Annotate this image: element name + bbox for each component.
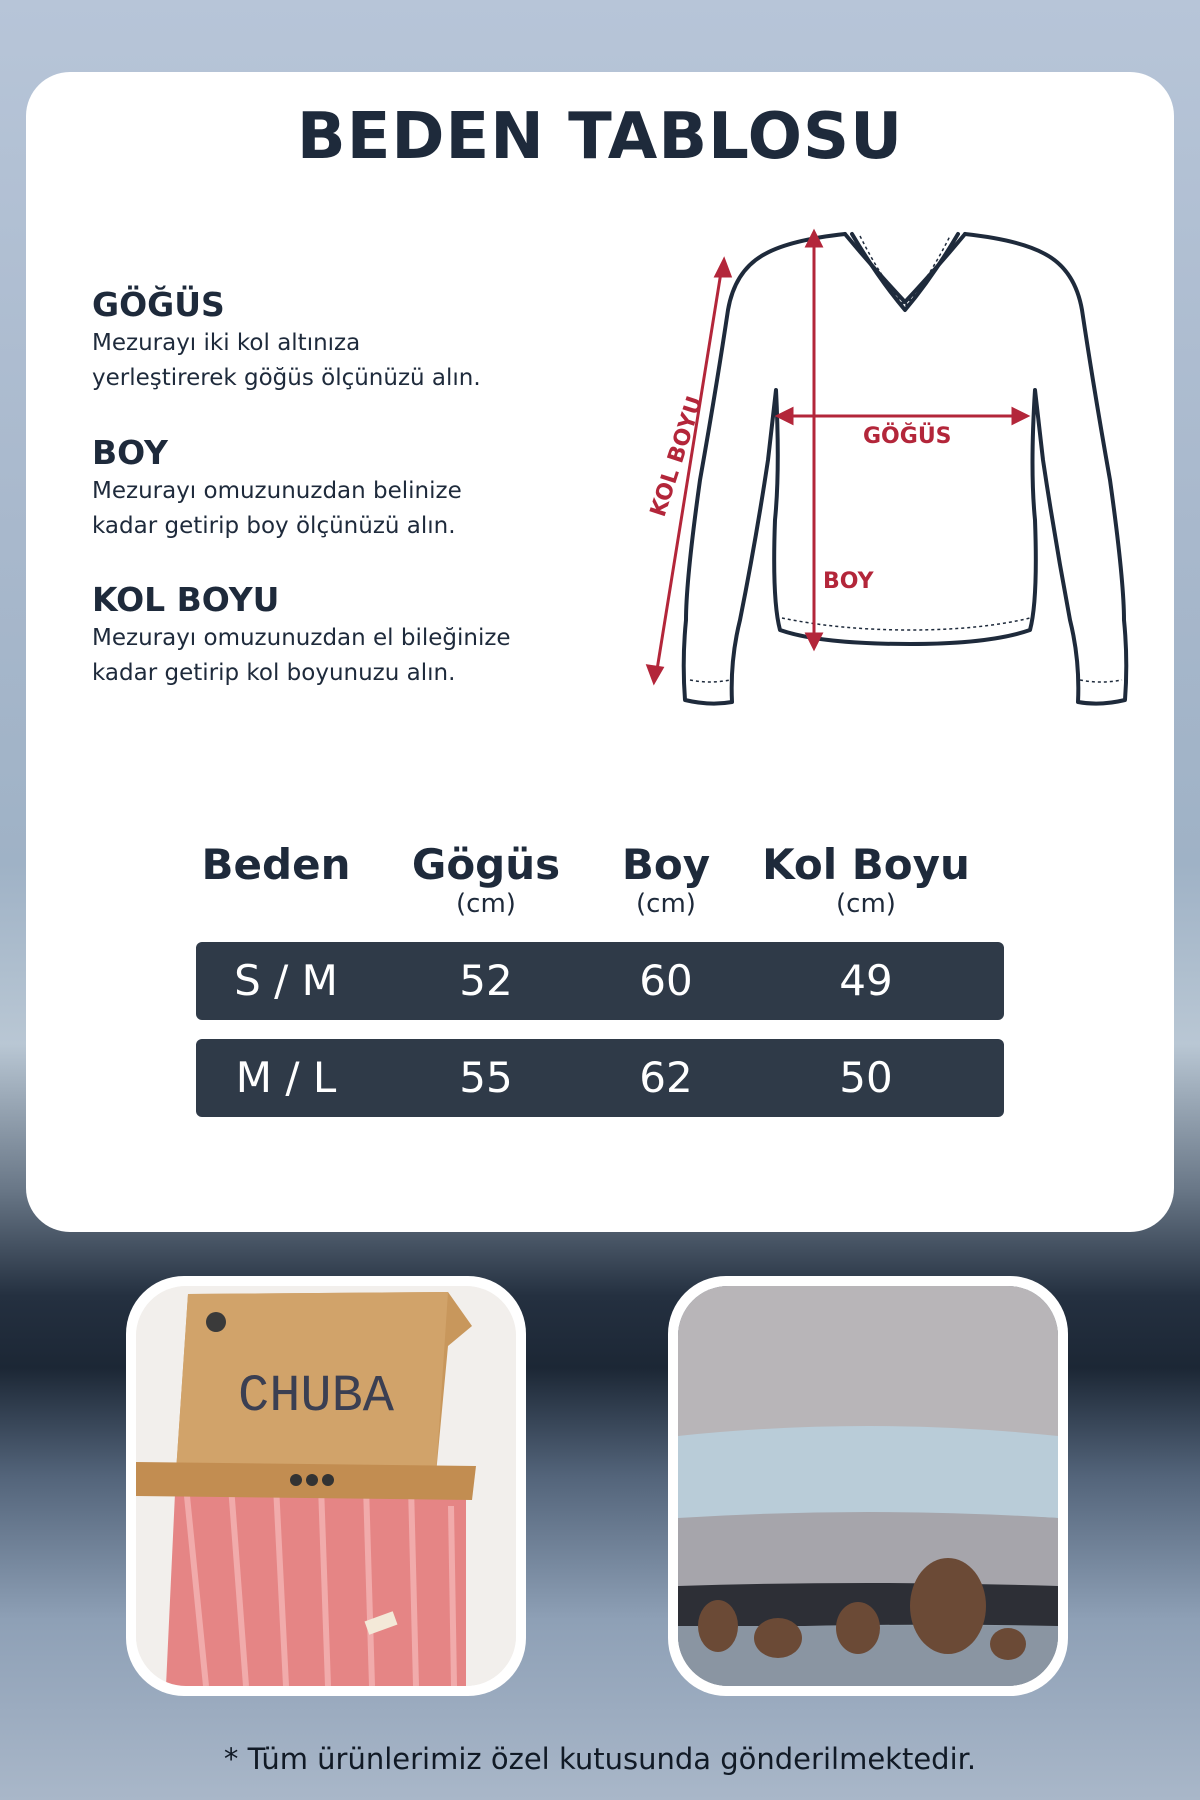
header-sleeve	[756, 840, 976, 918]
sleeve-length-label: KOL BOYU	[645, 393, 709, 520]
header-label: Gögüs	[411, 840, 561, 889]
table-cell: 49	[839, 956, 893, 1005]
table-cell: 60	[639, 956, 693, 1005]
table-cell: S / M	[234, 956, 338, 1005]
instruction-heading: BOY	[92, 433, 168, 472]
instruction-sleeve	[92, 581, 592, 691]
table-row	[196, 1039, 1004, 1117]
table-cell: 50	[839, 1053, 893, 1102]
chest-label: GÖĞÜS	[863, 424, 952, 449]
table-cell: 52	[459, 956, 513, 1005]
instruction-text: Mezurayı omuzunuzdan el bileğinize kadar getirip kol boyunuzu alın.	[92, 625, 511, 686]
header-label: Kol Boyu	[762, 840, 970, 889]
header-chest	[386, 840, 586, 918]
instruction-text: Mezurayı iki kol altınıza yerleştirerek göğüs ölçünüzü alın.	[92, 330, 481, 391]
table-cell: 62	[639, 1053, 693, 1102]
instruction-text: Mezurayı omuzunuzdan belinize kadar getirip boy ölçünüzü alın.	[92, 478, 462, 539]
sweater-outline	[684, 234, 1127, 704]
table-cell: 55	[459, 1053, 513, 1102]
header-label: Boy	[621, 840, 711, 889]
sweater-diagram	[620, 220, 1130, 720]
instruction-heading: KOL BOYU	[92, 580, 280, 619]
header-unit: (cm)	[836, 889, 896, 919]
table-header	[196, 840, 1004, 940]
instruction-heading: GÖĞÜS	[92, 285, 225, 324]
table-row	[196, 942, 1004, 1020]
header-unit: (cm)	[636, 889, 696, 919]
table-cell: M / L	[235, 1053, 337, 1102]
gift-box-image	[136, 1286, 516, 1686]
instruction-length	[92, 434, 592, 544]
footnote: * Tüm ürünlerimiz özel kutusunda gönderilmektedir.	[223, 1742, 977, 1776]
folded-sweaters-image	[678, 1286, 1058, 1686]
page-title: BEDEN TABLOSU	[296, 100, 904, 174]
header-unit: (cm)	[456, 889, 516, 919]
header-length	[596, 840, 736, 918]
gift-box-photo	[126, 1276, 526, 1696]
box-brand-text: CHUBA	[237, 1367, 395, 1426]
instruction-chest	[92, 286, 592, 396]
folded-sweaters-photo	[668, 1276, 1068, 1696]
header-label: Beden	[201, 840, 351, 889]
header-size	[196, 840, 356, 890]
length-label: BOY	[823, 569, 874, 594]
